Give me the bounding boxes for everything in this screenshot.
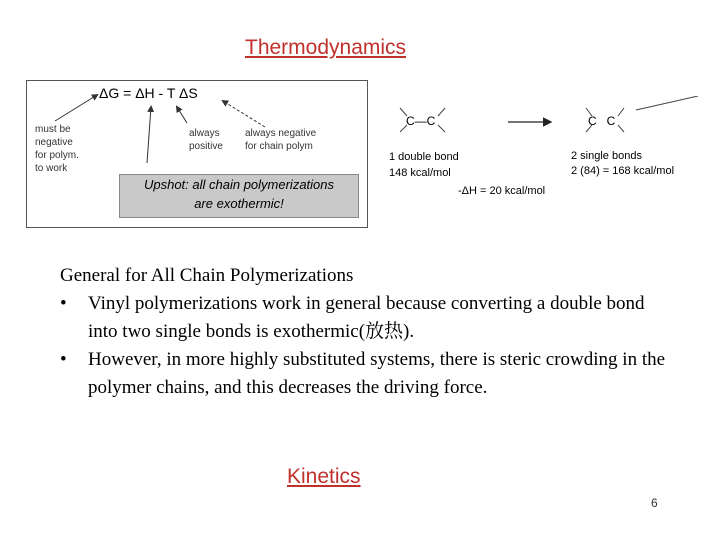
gibbs-equation: ΔG = ΔH - T ΔS: [99, 85, 198, 101]
list-item: [60, 346, 670, 402]
list-item: [60, 290, 670, 346]
slide-title: Thermodynamics: [245, 36, 407, 59]
arrow-dg: [55, 95, 97, 121]
arrow-dh-note: [177, 107, 187, 123]
upshot-box: Upshot: all chain polymerizations are exothermic!: [119, 174, 359, 218]
bond-stub: [438, 108, 445, 116]
single-bonds-structure: C C: [588, 114, 616, 128]
note-always-positive: always positive: [189, 128, 223, 152]
bullet-list: [60, 290, 670, 402]
bullet-icon: •: [60, 349, 67, 370]
section-heading: General for All Chain Polymerizations: [60, 265, 354, 286]
bond-stub: [618, 125, 624, 132]
double-bond-label: 1 double bond: [389, 151, 459, 163]
double-bond-energy: 148 kcal/mol: [389, 167, 451, 179]
bond-stub: [438, 125, 445, 132]
page-number: 6: [651, 496, 658, 510]
single-bonds-label: 2 single bonds: [571, 150, 642, 162]
single-bonds-energy: 2 (84) = 168 kcal/mol: [571, 165, 675, 177]
delta-h-value: -ΔH = 20 kcal/mol: [458, 185, 546, 197]
arrow-dh: [147, 107, 151, 163]
gibbs-equation-figure: [26, 80, 368, 228]
kinetics-link[interactable]: Kinetics: [287, 465, 361, 488]
bullet-icon: •: [60, 293, 67, 314]
bond-stub: [618, 108, 624, 116]
note-must-be-negative: must be negative for polym. to work: [35, 124, 79, 174]
note-always-negative: always negative for chain polym: [245, 128, 317, 152]
arrow-ds: [223, 101, 265, 127]
bond-energy-figure: [380, 96, 702, 206]
bullet-text: However, in more highly substituted systems, there is steric crowding in the polymer chains, and this decreases the driving force.: [88, 349, 666, 398]
double-bond-structure: C—C: [406, 114, 436, 128]
bond-stub: [636, 96, 698, 110]
slide-body: [60, 262, 670, 402]
bullet-text: Vinyl polymerizations work in general because converting a double bond into two single bonds is exothermic(放热).: [88, 293, 645, 342]
